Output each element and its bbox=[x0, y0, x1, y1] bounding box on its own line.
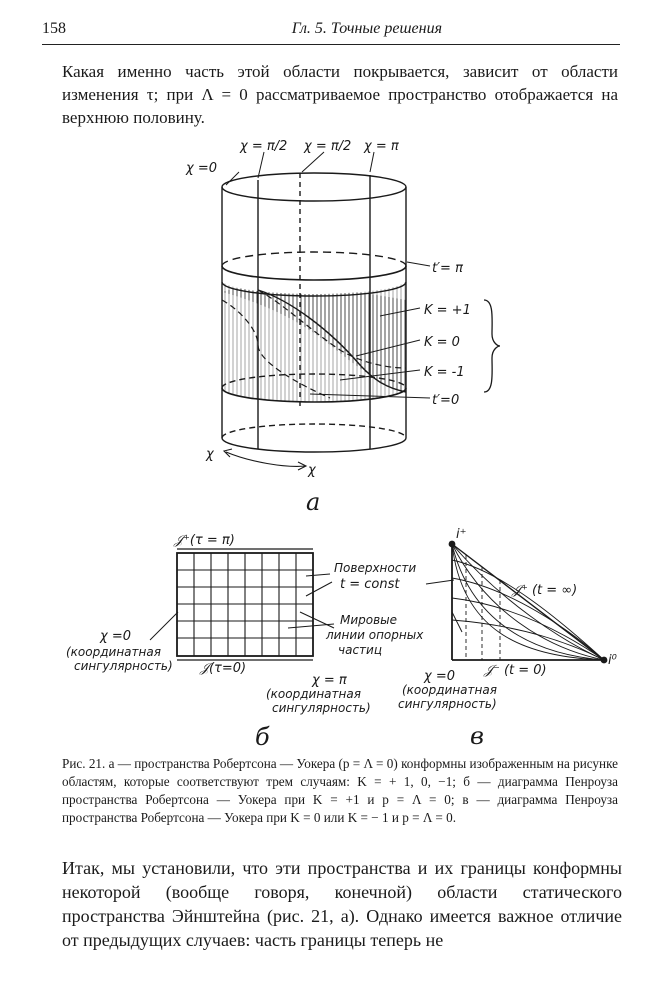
figure-a-letter: а bbox=[306, 488, 321, 516]
label-world-lines-2: линии опорных bbox=[326, 628, 424, 642]
label-t-pi: t′= π bbox=[432, 261, 463, 276]
label-c-chi-zero-note-2: сингулярность) bbox=[398, 697, 497, 711]
point-i-plus bbox=[449, 541, 456, 548]
label-b-chi-zero: χ =0 bbox=[100, 629, 131, 644]
figure-c-letter: в bbox=[470, 722, 484, 750]
label-scri-bottom: 𝒥(τ=0) bbox=[200, 661, 247, 676]
label-b-chi-pi: χ = π bbox=[312, 673, 347, 688]
label-surfaces: Поверхности bbox=[334, 561, 417, 575]
label-b-chi-zero-note-1: (координатная bbox=[66, 645, 161, 659]
label-t-const: t = const bbox=[340, 577, 400, 592]
label-t-zero: t′=0 bbox=[432, 393, 460, 408]
figure-caption: Рис. 21. а — пространства Робертсона — Уокера (p = Λ = 0) конформны изображенным на рисунке областям, которые соответствуют трем случаям: K = + 1, 0, −1; б — диаграмма Пенроуза пространства Робертсона — Уокера при K = +1 и p = Λ = 0; в — диаграмма Пенроуза пространства Робертсона — Уокера при K = 0 или K = − 1 и p = Λ = 0. bbox=[62, 756, 619, 825]
label-b-chi-pi-note-1: (координатная bbox=[266, 687, 361, 701]
point-i-zero bbox=[601, 657, 608, 664]
label-i-plus: i⁺ bbox=[456, 527, 467, 542]
label-chi-pi: χ = π bbox=[364, 139, 399, 154]
figure-b-letter: б bbox=[255, 723, 270, 751]
label-scri-plus: 𝒥⁺ (t = ∞) bbox=[512, 583, 578, 598]
label-b-chi-zero-note-2: сингулярность) bbox=[74, 659, 173, 673]
label-chi-pi-half-a: χ = π/2 bbox=[240, 139, 288, 154]
paragraph-top: Какая именно часть этой области покрывается, зависит от области изменения τ; при Λ = 0 рассматриваемое пространство отображается на верхнюю половину. bbox=[62, 62, 618, 127]
figure-b-grid bbox=[150, 549, 334, 660]
label-chi-zero: χ =0 bbox=[186, 161, 217, 176]
label-chi-pi-half-b: χ = π/2 bbox=[304, 139, 352, 154]
label-b-chi-pi-note-2: сингулярность) bbox=[272, 701, 371, 715]
label-chi-bottom: χ bbox=[308, 463, 316, 478]
label-world-lines-3: частиц bbox=[338, 643, 382, 657]
label-scri-top: 𝒥⁺(τ = π) bbox=[174, 533, 235, 548]
page-number: 158 bbox=[42, 20, 66, 37]
label-k-zero: K = 0 bbox=[424, 335, 460, 350]
paragraph-bottom: Итак, мы установили, что эти пространства и их границы конформны некоторой (вообще говоря, конечной) области статического пространства Эйнштейна (рис. 21, а). Однако имеется важное отличие от предыдущих случаев: часть границы теперь не bbox=[62, 858, 622, 950]
label-c-chi-zero-note-1: (координатная bbox=[402, 683, 497, 697]
label-i-zero: i⁰ bbox=[608, 653, 617, 668]
label-c-chi-zero: χ =0 bbox=[424, 669, 455, 684]
label-world-lines-1: Мировые bbox=[340, 613, 398, 627]
label-k-minus: K = -1 bbox=[424, 365, 465, 380]
label-chi-left: χ bbox=[206, 447, 214, 462]
label-k-plus: K = +1 bbox=[424, 303, 471, 318]
figure-c-penrose bbox=[426, 544, 604, 660]
running-title: Гл. 5. Точные решения bbox=[291, 20, 442, 37]
label-scri-minus: 𝒥⁻ (t = 0) bbox=[484, 663, 547, 678]
